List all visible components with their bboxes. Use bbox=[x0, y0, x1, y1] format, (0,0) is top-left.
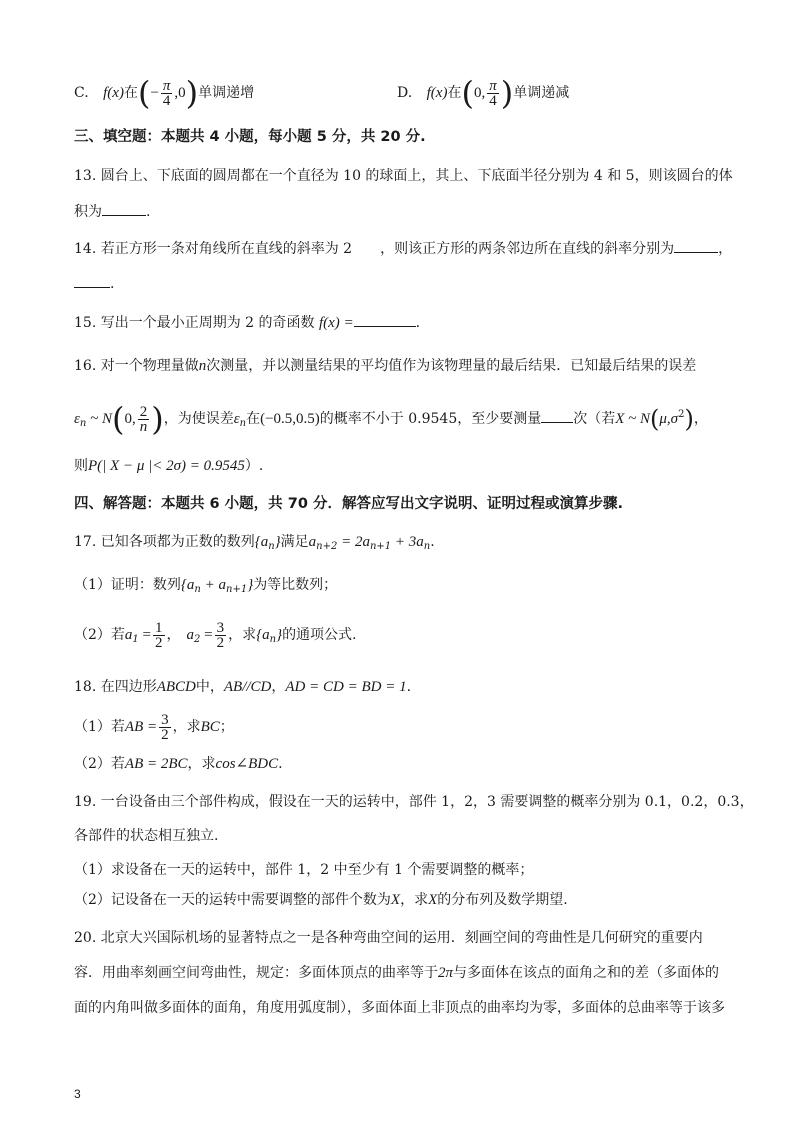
question-17-intro: 17. 已知各项都为正数的数列$\{a_n\}$满足$a_{n+2} = 2a_{n+1} + 3a_n$. bbox=[74, 534, 435, 552]
question-15: 15. 写出一个最小正周期为 2 的奇函数 f(x) = . bbox=[74, 312, 420, 334]
question-14-line-1: 14. 若正方形一条对角线所在直线的斜率为 2 ，则该正方形的两条邻边所在直线的斜率分别为 ， bbox=[74, 238, 732, 260]
answer-blank-14a[interactable] bbox=[674, 238, 718, 253]
question-18-part-1: （1）若AB = $\frac{3}{2}$ ，求BC； bbox=[74, 711, 234, 743]
question-19-line-1: 19. 一台设备由三个部件构成，假设在一天的运转中，部件 1，2，3 需要调整的概率分别为 0.1，0.2，0.3， bbox=[74, 794, 754, 810]
question-19-part-1: （1）求设备在一天的运转中，部件 1，2 中至少有 1 个需要调整的概率； bbox=[74, 862, 534, 878]
question-16-line-1: 16. 对一个物理量做n次测量，并以测量结果的平均值作为该物理量的最后结果．已知最后结果的误差 bbox=[74, 358, 697, 374]
question-13-line-2: 积为 . bbox=[74, 201, 150, 223]
question-14-line-2: . bbox=[74, 273, 114, 295]
question-18-intro: 18. 在四边形ABCD中，AB//CD，AD = CD = BD = 1. bbox=[74, 679, 412, 695]
question-17-part-1: （1）证明：数列$\{a_n + a_{n+1}\}$为等比数列； bbox=[74, 577, 338, 595]
question-19-part-2: （2）记设备在一天的运转中需要调整的部件个数为X，求X的分布列及数学期望. bbox=[74, 892, 568, 908]
question-16-line-3: 则P(| X − μ |< 2σ) = 0.9545）. bbox=[74, 458, 264, 474]
option-c-fraction: $\frac{\pi}{4}$ bbox=[162, 77, 171, 109]
question-20-line-1: 20. 北京大兴国际机场的显著特点之一是各种弯曲空间的运用．刻画空间的弯曲性是几何研究的重要内 bbox=[74, 930, 703, 946]
question-16-line-2: $\varepsilon_n$ ~ N(0, $\frac{2}{n}$ )，为使误差$\varepsilon_n$在(−0.5,0.5)的概率不小于 0.9545，至少要测量 次（若X ~ $N(\mu,\sigma^2)$， bbox=[74, 400, 708, 438]
answer-blank-13[interactable] bbox=[102, 201, 146, 216]
option-c: C. f(x)在(− $\frac{\pi}{4}$ ,0)单调递增 bbox=[74, 74, 255, 112]
question-20-line-3: 面的内角叫做多面体的面角，角度用弧度制），多面体面上非顶点的曲率均为零，多面体的总曲率等于该多 bbox=[74, 1000, 725, 1016]
page-number: 3 bbox=[74, 1087, 81, 1101]
answer-blank-14b[interactable] bbox=[74, 273, 110, 288]
answer-blank-16[interactable] bbox=[541, 408, 573, 423]
question-19-line-2: 各部件的状态相互独立. bbox=[74, 828, 219, 844]
section-4-title: 四、解答题：本题共 6 小题，共 70 分．解答应写出文字说明、证明过程或演算步骤. bbox=[74, 496, 623, 512]
option-d: D. f(x)在(0, $\frac{\pi}{4}$ )单调递减 bbox=[397, 74, 570, 112]
answer-blank-15[interactable] bbox=[354, 312, 416, 327]
option-d-func: f(x) bbox=[426, 85, 448, 101]
option-c-func: f(x) bbox=[103, 85, 124, 101]
question-13-line-1: 13. 圆台上、下底面的圆周都在一个直径为 10 的球面上，其上、下底面半径分别为 4 和 5，则该圆台的体 bbox=[74, 168, 733, 184]
question-20-line-2: 容．用曲率刻画空间弯曲性，规定：多面体顶点的曲率等于2π与多面体在该点的面角之和的差（多面体的 bbox=[74, 965, 720, 981]
question-17-part-2: （2）若$a_1$ = $\frac{1}{2}$ ， $a_2$ = $\frac{3}{2}$ ，求$\{a_n\}$的通项公式. bbox=[74, 619, 357, 651]
question-18-part-2: （2）若AB = 2BC，求cos∠BDC. bbox=[74, 756, 283, 772]
option-d-fraction: $\frac{\pi}{4}$ bbox=[489, 77, 497, 109]
section-3-title: 三、填空题：本题共 4 小题，每小题 5 分，共 20 分. bbox=[74, 129, 426, 145]
